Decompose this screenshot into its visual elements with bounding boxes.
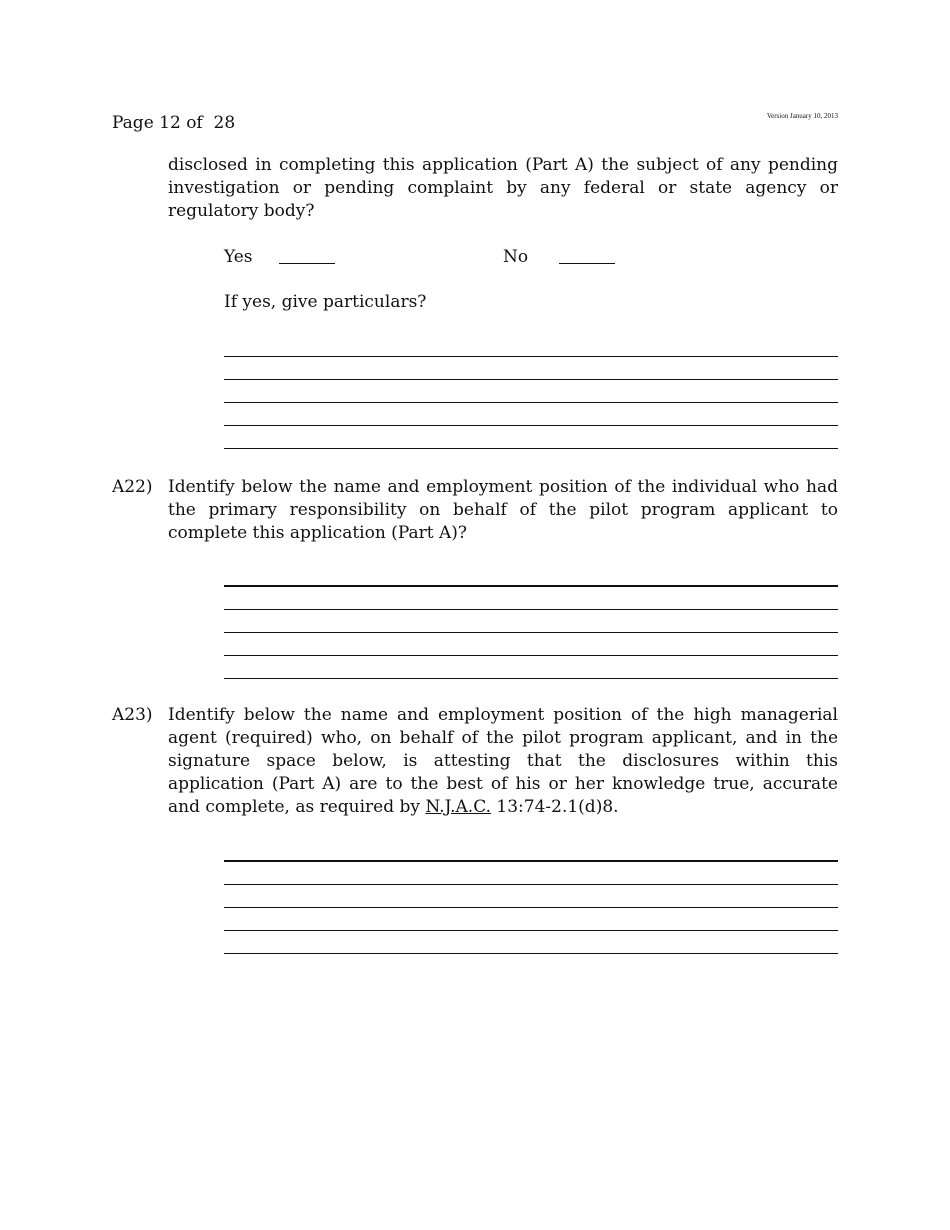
answer-line[interactable]	[224, 907, 838, 908]
answer-line[interactable]	[224, 402, 838, 403]
njac-citation: N.J.A.C.	[425, 797, 491, 817]
answer-line[interactable]	[224, 425, 838, 426]
answer-line[interactable]	[224, 632, 838, 633]
answer-line[interactable]	[224, 930, 838, 931]
answer-line[interactable]	[224, 655, 838, 656]
question-a22-text: Identify below the name and employment position of the individual who had the primary responsibility on behalf of the pilot program applicant to complete this application (Part A)?	[168, 477, 838, 543]
no-label: No	[503, 247, 529, 267]
particulars-prompt: If yes, give particulars?	[224, 292, 427, 312]
answer-line[interactable]	[224, 884, 838, 885]
continued-question-text: disclosed in completing this application (Part A) the subject of any pending investigation or pending complaint by any federal or state agency or regulatory body?	[168, 155, 838, 221]
question-number-a22: A22)	[112, 477, 153, 497]
answer-line[interactable]	[224, 953, 838, 954]
answer-line[interactable]	[224, 678, 838, 679]
yes-option	[224, 246, 253, 269]
a22-answer-lines[interactable]	[224, 585, 838, 701]
particulars-answer-lines[interactable]	[224, 356, 838, 471]
answer-line[interactable]	[224, 860, 838, 862]
yes-answer-blank[interactable]	[279, 247, 335, 264]
no-option	[503, 246, 528, 269]
question-number-a23: A23)	[112, 705, 153, 725]
answer-line[interactable]	[224, 448, 838, 449]
page-number: Page 12 of 28	[112, 113, 236, 133]
a23-answer-lines[interactable]	[224, 860, 838, 976]
question-a23-text	[168, 704, 838, 819]
answer-line[interactable]	[224, 356, 838, 357]
yes-label: Yes	[224, 247, 253, 267]
version-date: Version January 10, 2013	[766, 112, 838, 120]
answer-line[interactable]	[224, 585, 838, 587]
answer-line[interactable]	[224, 379, 838, 380]
answer-line[interactable]	[224, 609, 838, 610]
a23-text-before: Identify below the name and employment position of the high managerial agent (required) who, on behalf of the pilot program applicant, and in the signature space below, is attesting that the disclosures within this application (Part A) are to the best of his or her knowledge true, accurate and complete, as required by	[168, 705, 838, 817]
a23-text-after: 13:74-2.1(d)8.	[491, 797, 619, 817]
no-answer-blank[interactable]	[559, 247, 615, 264]
